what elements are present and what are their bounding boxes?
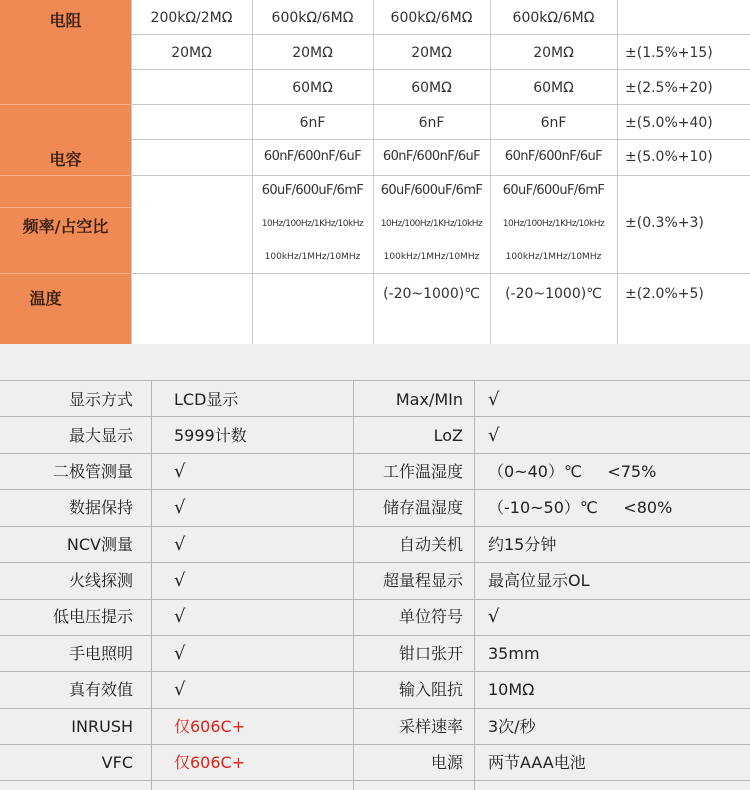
check-mark: √ xyxy=(488,606,500,627)
feature-label: 真有效值 xyxy=(68,680,133,699)
spec-cell: ±(2.0%+5) xyxy=(625,286,704,302)
spec-cell: 60nF/600nF/6uF xyxy=(382,149,481,164)
feature-label: 电源 xyxy=(430,753,463,772)
feature-label: 低电压提示 xyxy=(52,607,133,626)
feature-value-highlight: 仅606C+ xyxy=(174,717,246,736)
feature-value: （-10~50）℃ <80% xyxy=(488,498,673,517)
spec-cell: 60uF/600uF/6mF xyxy=(502,183,605,198)
feature-value: 最高位显示OL xyxy=(488,571,590,590)
spec-table xyxy=(0,0,750,344)
spec-cell: 100kHz/1MHz/10MHz xyxy=(505,252,602,262)
grid-line xyxy=(131,139,750,140)
spec-cell: (-20~1000)℃ xyxy=(383,286,480,302)
feature-label: 采样速率 xyxy=(398,717,463,736)
feature-label: 手电照明 xyxy=(68,644,133,663)
feature-label: VFC xyxy=(101,753,133,772)
feature-row xyxy=(0,382,750,418)
spec-cell: 60nF/600nF/6uF xyxy=(504,149,603,164)
feature-value-highlight: 仅606C+ xyxy=(174,753,246,772)
feature-value: 35mm xyxy=(488,644,540,663)
grid-line xyxy=(0,207,131,208)
feature-row xyxy=(0,599,750,635)
feature-value: 两节AAA电池 xyxy=(488,753,586,772)
spec-cell: 60MΩ xyxy=(533,80,574,96)
spec-cell: 600kΩ/6MΩ xyxy=(271,10,354,26)
spec-cell: ±(5.0%+10) xyxy=(625,149,713,165)
feature-label: 火线探测 xyxy=(68,571,133,590)
check-mark: √ xyxy=(174,497,186,518)
grid-line xyxy=(617,0,618,344)
check-mark: √ xyxy=(174,643,186,664)
feature-row xyxy=(0,527,750,563)
check-mark: √ xyxy=(174,534,186,555)
feature-label: 数据保持 xyxy=(68,498,133,517)
feature-label: 输入阻抗 xyxy=(398,680,463,699)
check-mark: √ xyxy=(488,425,500,446)
feature-row xyxy=(0,454,750,490)
grid-line xyxy=(131,273,750,274)
check-mark: √ xyxy=(174,679,186,700)
feature-label: LoZ xyxy=(433,426,463,445)
spec-cell: 100kHz/1MHz/10MHz xyxy=(264,252,361,262)
spec-cell: ±(5.0%+40) xyxy=(625,115,713,131)
feature-table xyxy=(0,380,750,790)
feature-label: 工作温湿度 xyxy=(382,462,463,481)
category-label: 电阻 xyxy=(49,11,82,30)
feature-label: INRUSH xyxy=(71,717,133,736)
feature-value: 10MΩ xyxy=(488,680,535,699)
feature-label: 自动关机 xyxy=(398,535,463,554)
feature-row xyxy=(0,709,750,745)
spec-cell: 60MΩ xyxy=(292,80,333,96)
feature-value: 3次/秒 xyxy=(488,717,536,736)
feature-label: 超量程显示 xyxy=(382,571,463,590)
section-gap xyxy=(0,344,750,380)
feature-label: 二极管测量 xyxy=(52,462,133,481)
spec-cell: 6nF xyxy=(540,115,567,131)
feature-label: 储存温湿度 xyxy=(382,498,463,517)
spec-cell: 60nF/600nF/6uF xyxy=(263,149,362,164)
grid-line xyxy=(131,175,750,176)
feature-label: Max/MIn xyxy=(395,390,463,409)
feature-label: 钳口张开 xyxy=(398,644,463,663)
feature-value: 约15分钟 xyxy=(488,535,557,554)
feature-row xyxy=(0,745,750,781)
feature-row xyxy=(0,418,750,454)
spec-cell: 600kΩ/6MΩ xyxy=(512,10,595,26)
spec-cell: ±(0.3%+3) xyxy=(625,215,704,231)
check-mark: √ xyxy=(174,570,186,591)
category-label: 温度 xyxy=(29,289,62,308)
spec-cell: 20MΩ xyxy=(171,45,212,61)
check-mark: √ xyxy=(174,461,186,482)
feature-label: 最大显示 xyxy=(68,426,133,445)
feature-value: LCD显示 xyxy=(174,390,239,409)
category-label: 频率/占空比 xyxy=(22,217,109,236)
feature-label: NCV测量 xyxy=(66,535,133,554)
spec-cell: 100kHz/1MHz/10MHz xyxy=(383,252,480,262)
spec-cell: 10Hz/100Hz/1KHz/10kHz xyxy=(502,219,605,229)
spec-cell: 600kΩ/6MΩ xyxy=(390,10,473,26)
feature-label: 单位符号 xyxy=(398,607,463,626)
check-mark: √ xyxy=(174,606,186,627)
feature-value: （0~40）℃ <75% xyxy=(488,462,657,481)
grid-line xyxy=(131,104,750,105)
feature-row xyxy=(0,672,750,708)
spec-cell: ±(2.5%+20) xyxy=(625,80,713,96)
feature-row xyxy=(0,563,750,599)
spec-cell: 10Hz/100Hz/1KHz/10kHz xyxy=(261,219,364,229)
spec-cell: 20MΩ xyxy=(292,45,333,61)
spec-cell: 20MΩ xyxy=(533,45,574,61)
grid-line xyxy=(131,34,750,35)
spec-cell: 60uF/600uF/6mF xyxy=(261,183,364,198)
check-mark: √ xyxy=(488,389,500,410)
spec-cell: 60uF/600uF/6mF xyxy=(380,183,483,198)
spec-cell: 6nF xyxy=(418,115,445,131)
spec-cell: ±(1.5%+15) xyxy=(625,45,713,61)
feature-row xyxy=(0,636,750,672)
spec-cell: 60MΩ xyxy=(411,80,452,96)
spec-cell: 20MΩ xyxy=(411,45,452,61)
spec-cell: 200kΩ/2MΩ xyxy=(150,10,233,26)
spec-cell: 6nF xyxy=(299,115,326,131)
grid-line xyxy=(131,69,750,70)
category-label: 电容 xyxy=(49,150,82,169)
feature-label: 显示方式 xyxy=(68,390,133,409)
feature-row xyxy=(0,490,750,526)
spec-cell: 10Hz/100Hz/1KHz/10kHz xyxy=(380,219,483,229)
feature-value: 5999计数 xyxy=(174,426,247,445)
spec-cell: (-20~1000)℃ xyxy=(505,286,602,302)
